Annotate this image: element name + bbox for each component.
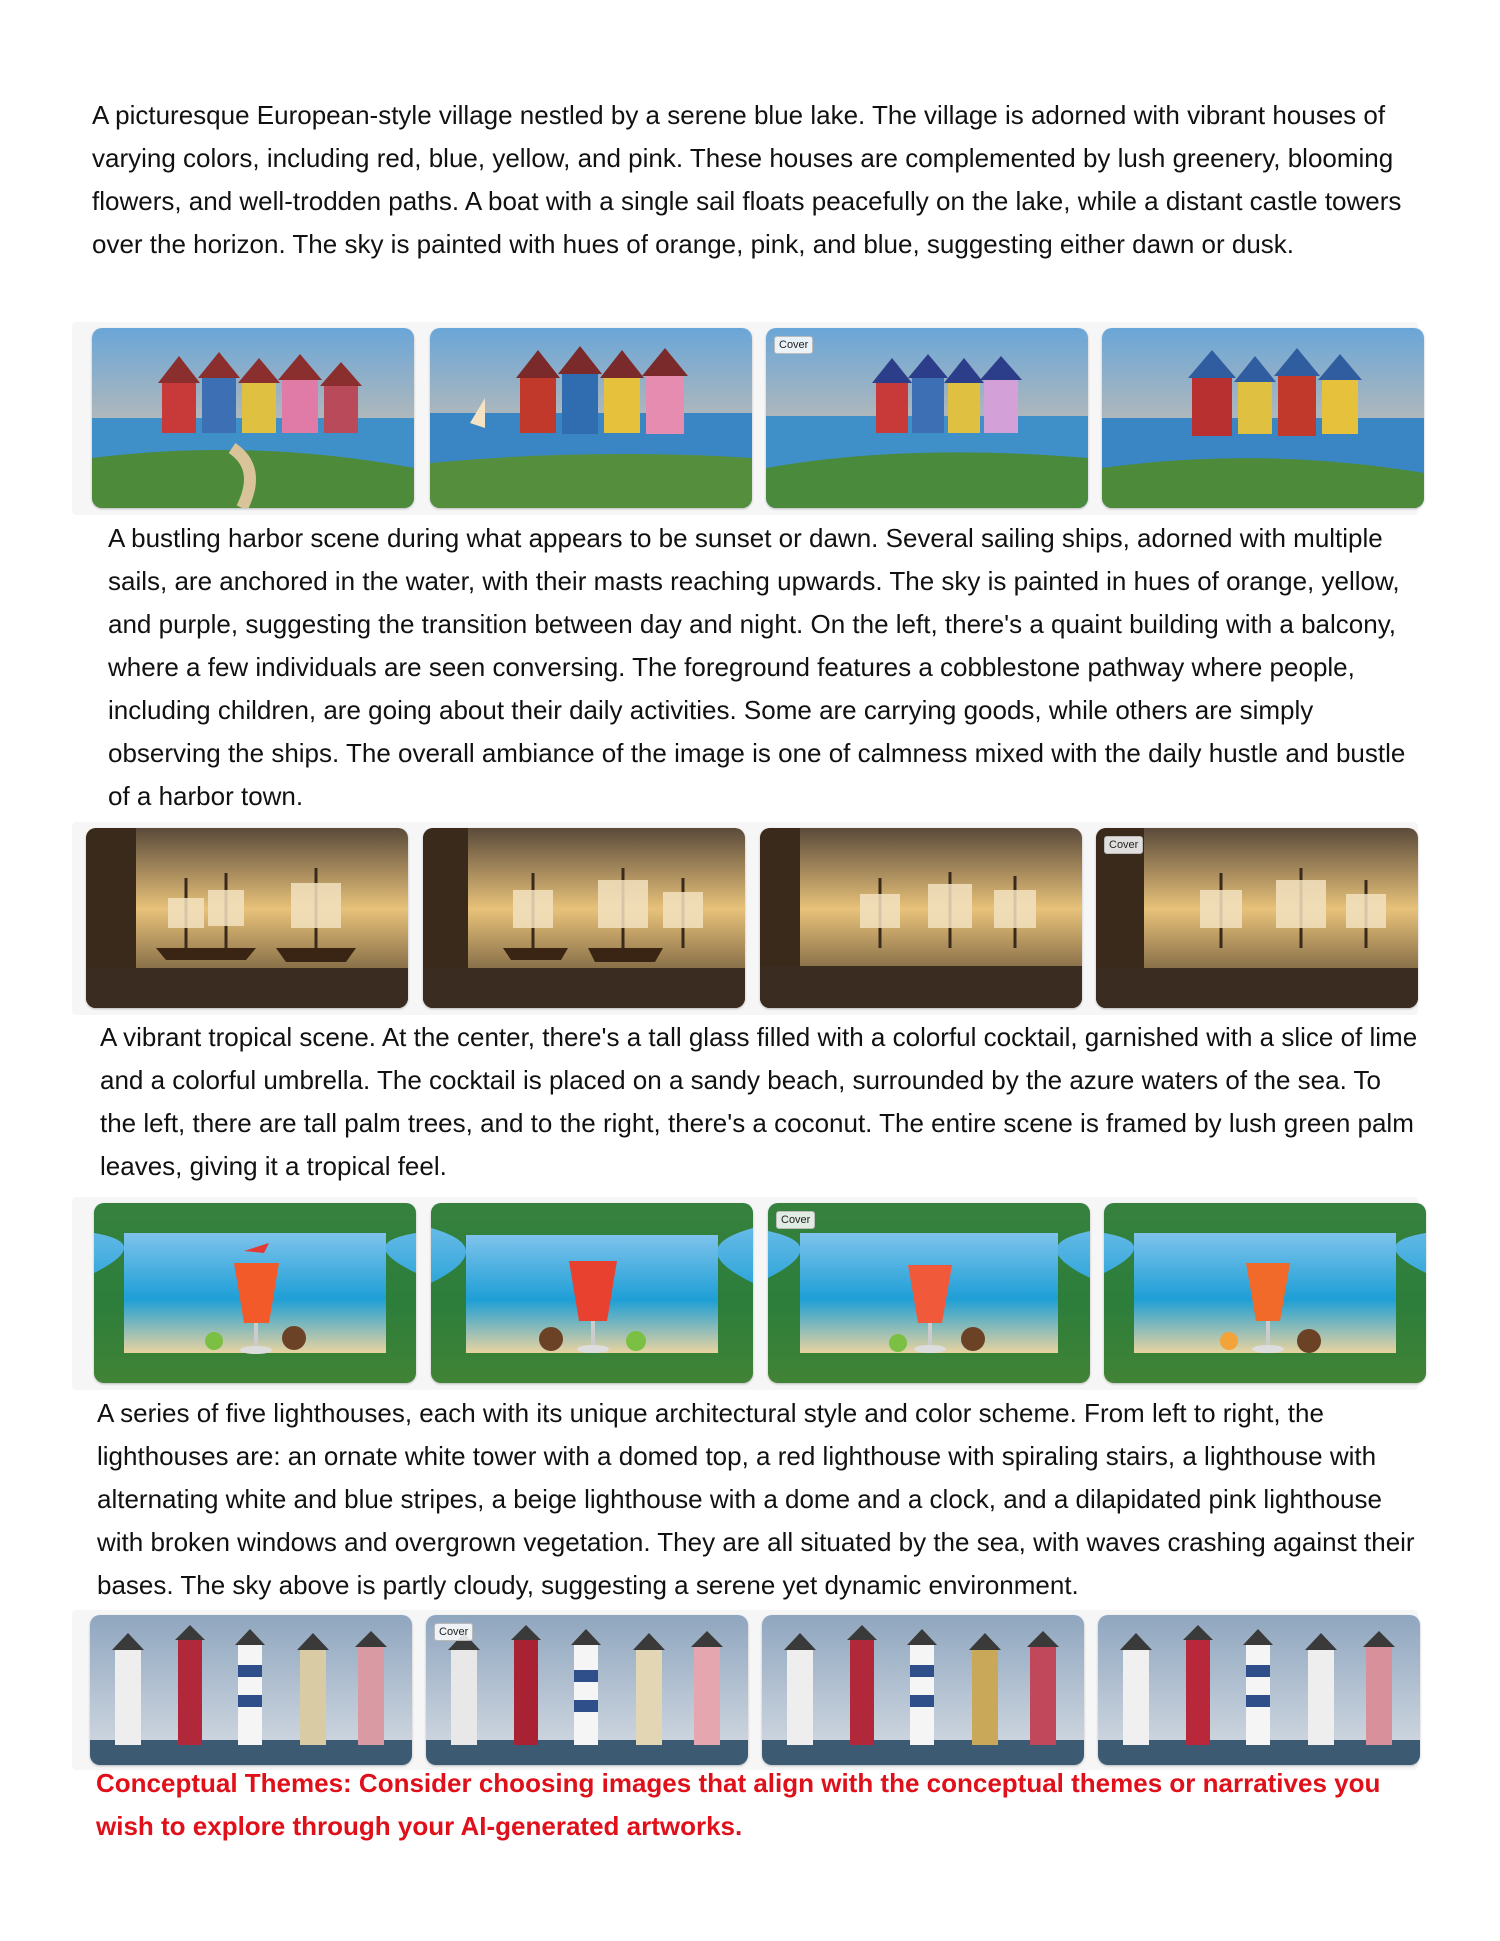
description-harbor: A bustling harbor scene during what appears to be sunset or dawn. Several sailing ships, adorned with multiple sails, are anchored in the water, with their masts reaching upwards. The sky is painted in hues of orange, yellow, and purple, suggesting the transition between day and night. On the left, there's a quaint building with a balcony, where a few individuals are seen conversing. The foreground features a cobblestone pathway where people, including children, are going about their daily activities. Some are carrying goods, while others are simply observing the ships. The overall ambiance of the image is one of calmness mixed with the daily hustle and bustle of a harbor town. [108,523,1406,811]
cover-badge: Cover [434,1623,473,1641]
cocktail-thumbnail-4[interactable] [1104,1203,1426,1383]
village-thumbnail-3[interactable] [766,328,1088,508]
image-strip-lighthouses [72,1610,1418,1770]
description-cocktail: A vibrant tropical scene. At the center, there's a tall glass filled with a colorful cocktail, garnished with a slice of lime and a colorful umbrella. The cocktail is placed on a sandy beach, surrounded by the azure waters of the sea. To the left, there are tall palm trees, and to the right, there's a coconut. The entire scene is framed by lush green palm leaves, giving it a tropical feel. [100,1022,1418,1181]
harbor-thumbnail-1[interactable] [86,828,408,1008]
harbor-thumbnail-3[interactable] [760,828,1082,1008]
village-thumbnail-4[interactable] [1102,328,1424,508]
harbor-thumbnail-2[interactable] [423,828,745,1008]
image-strip-harbor [72,822,1418,1015]
image-strip-cocktail [72,1197,1418,1390]
description-village: A picturesque European-style village nestled by a serene blue lake. The village is adorned with vibrant houses of varying colors, including red, blue, yellow, and pink. These houses are complemented by lush greenery, blooming flowers, and well-trodden paths. A boat with a single sail floats peacefully on the lake, while a distant castle towers over the horizon. The sky is painted with hues of orange, pink, and blue, suggesting either dawn or dusk. [92,100,1402,259]
cocktail-thumbnail-3[interactable] [768,1203,1090,1383]
lighthouse-thumbnail-1[interactable] [90,1615,412,1765]
cover-badge: Cover [774,336,813,354]
cover-badge: Cover [1104,836,1143,854]
lighthouse-thumbnail-2[interactable] [426,1615,748,1765]
lighthouse-thumbnail-4[interactable] [1098,1615,1420,1765]
village-thumbnail-1[interactable] [92,328,414,508]
cocktail-thumbnail-2[interactable] [431,1203,753,1383]
image-strip-village [72,322,1418,515]
harbor-thumbnail-4[interactable] [1096,828,1418,1008]
lighthouse-thumbnail-3[interactable] [762,1615,1084,1765]
conceptual-themes-callout: Conceptual Themes: Consider choosing images that align with the conceptual themes or narratives you wish to explore through your AI-generated artworks. [96,1768,1381,1841]
cover-badge: Cover [776,1211,815,1229]
village-thumbnail-2[interactable] [430,328,752,508]
cocktail-thumbnail-1[interactable] [94,1203,416,1383]
description-lighthouses: A series of five lighthouses, each with its unique architectural style and color scheme. From left to right, the lighthouses are: an ornate white tower with a domed top, a red lighthouse with spiraling stairs, a lighthouse with alternating white and blue stripes, a beige lighthouse with a dome and a clock, and a dilapidated pink lighthouse with broken windows and overgrown vegetation. They are all situated by the sea, with waves crashing against their bases. The sky above is partly cloudy, suggesting a serene yet dynamic environment. [97,1398,1415,1600]
